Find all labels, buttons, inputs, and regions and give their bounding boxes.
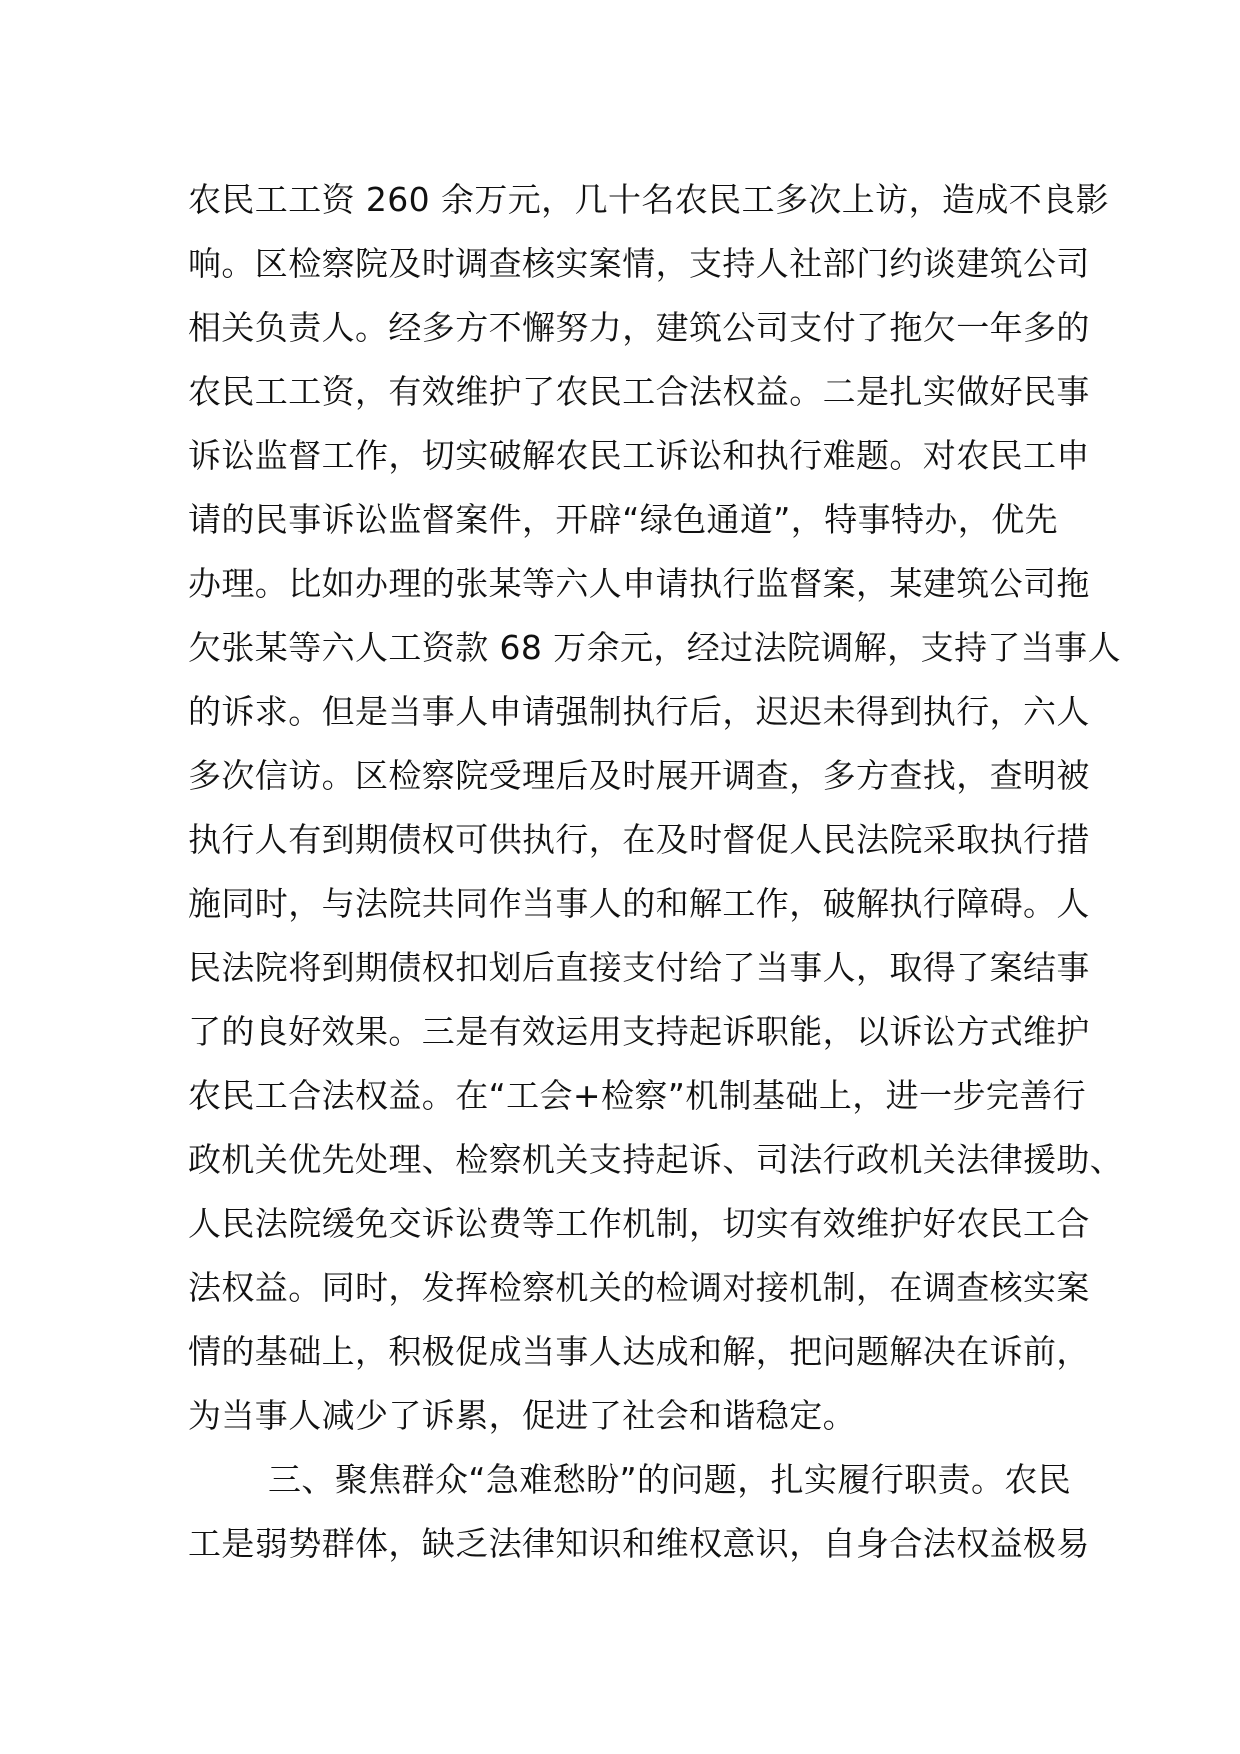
text-line: 相关负责人。经多方不懈努力，建筑公司支付了拖欠一年多的 — [188, 308, 1090, 347]
text-line: 农民工合法权益。在“工会+检察”机制基础上，进一步完善行 — [188, 1076, 1087, 1115]
text-line: 农民工工资，有效维护了农民工合法权益。二是扎实做好民事 — [188, 372, 1090, 411]
section-heading-line: 三、聚焦群众“急难愁盼”的问题，扎实履行职责。农民 — [268, 1460, 1072, 1499]
body-text — [188, 168, 1124, 1576]
text-line: 情的基础上，积极促成当事人达成和解，把问题解决在诉前， — [188, 1332, 1090, 1371]
text-line: 了的良好效果。三是有效运用支持起诉职能，以诉讼方式维护 — [188, 1012, 1090, 1051]
text-line: 农民工工资 260 余万元，几十名农民工多次上访，造成不良影 — [188, 180, 1109, 219]
text-line: 诉讼监督工作，切实破解农民工诉讼和执行难题。对农民工申 — [188, 436, 1090, 475]
text-line: 政机关优先处理、检察机关支持起诉、司法行政机关法律援助、 — [188, 1140, 1124, 1179]
text-line: 请的民事诉讼监督案件，开辟“绿色通道”，特事特办，优先 — [188, 500, 1058, 539]
text-line: 欠张某等六人工资款 68 万余元，经过法院调解，支持了当事人 — [188, 628, 1121, 667]
text-line: 多次信访。区检察院受理后及时展开调查，多方查找，查明被 — [188, 756, 1090, 795]
text-line: 的诉求。但是当事人申请强制执行后，迟迟未得到执行，六人 — [188, 692, 1090, 731]
text-line: 响。区检察院及时调查核实案情，支持人社部门约谈建筑公司 — [188, 244, 1090, 283]
text-line: 办理。比如办理的张某等六人申请执行监督案，某建筑公司拖 — [188, 564, 1090, 603]
text-line: 人民法院缓免交诉讼费等工作机制，切实有效维护好农民工合 — [188, 1204, 1090, 1243]
text-line: 执行人有到期债权可供执行，在及时督促人民法院采取执行措 — [188, 820, 1090, 859]
text-line: 法权益。同时，发挥检察机关的检调对接机制，在调查核实案 — [188, 1268, 1090, 1307]
text-line: 为当事人减少了诉累，促进了社会和谐稳定。 — [188, 1396, 856, 1435]
text-line: 工是弱势群体，缺乏法律知识和维权意识，自身合法权益极易 — [188, 1524, 1090, 1563]
text-line: 施同时，与法院共同作当事人的和解工作，破解执行障碍。人 — [188, 884, 1090, 923]
text-line: 民法院将到期债权扣划后直接支付给了当事人，取得了案结事 — [188, 948, 1090, 987]
